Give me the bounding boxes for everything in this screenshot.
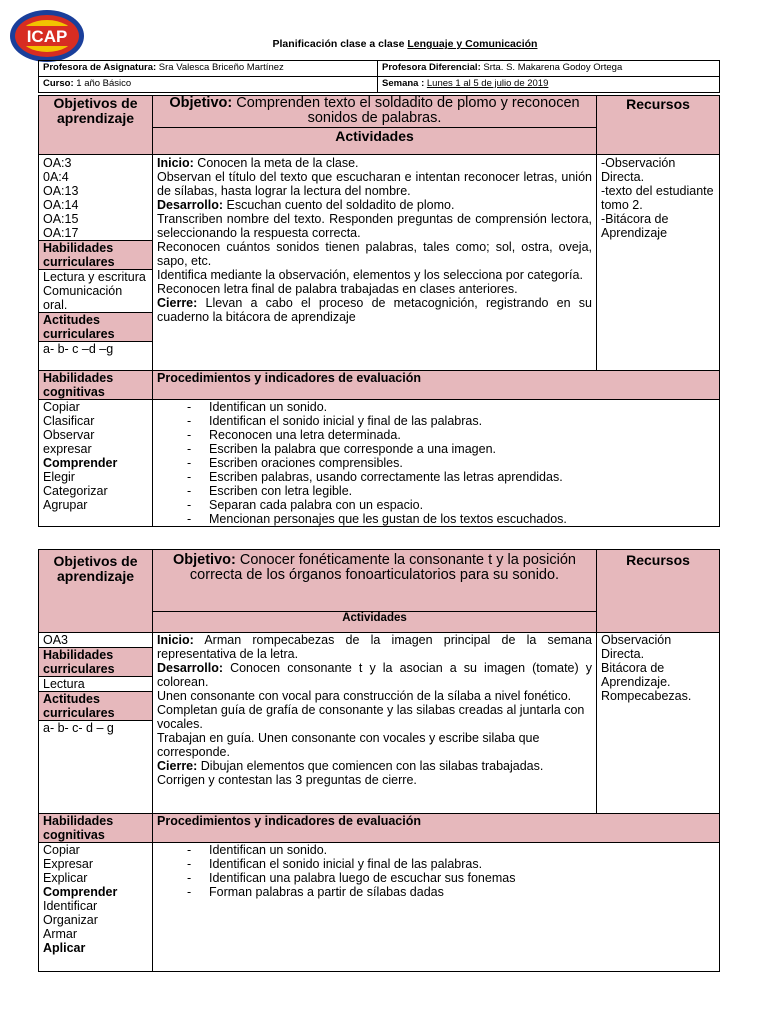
habilidades-list: Lectura [43, 677, 85, 691]
cog-label: Habilidades cognitivas [43, 814, 114, 842]
lesson-block-1 [38, 95, 720, 527]
cog-skills-list: Copiar Clasificar Observar expresar Comprender Elegir Categorizar Agrupar [43, 400, 118, 512]
indicators-list: - Identifican un sonido. - Identifican el sonido inicial y final de las palabras. - Identifican una palabra luego de escuchar sus fonemas - Forman palabras a partir de sílabas dadas [157, 843, 715, 899]
proc-label: Procedimientos y indicadores de evaluación [157, 371, 421, 385]
habilidades-label: Habilidades curriculares [39, 240, 152, 270]
actitudes-value: a- b- c- d – g [43, 721, 114, 735]
indicators-list: - Identifican un sonido. - Identifican el sonido inicial y final de las palabras. - Reconocen una letra determinada. - Escriben la palabra que corresponde a una imagen. - Escriben oraciones comprensibles. - Escriben palabras, usando correctamente las letras aprendidas. - Escriben con letra legible. - Separan cada palabra con un espacio. - Mencionan personajes que les gustan de los textos escuchados. [157, 400, 715, 526]
document-title: Planificación clase a clase Lenguaje y Comunicación [272, 38, 538, 50]
resources-header: Recursos [626, 552, 690, 568]
actitudes-value: a- b- c –d –g [43, 342, 114, 356]
habilidades-label: Habilidades curriculares [39, 647, 152, 677]
actitudes-label: Actitudes curriculares [39, 312, 152, 342]
habilidades-list: Lectura y escritura Comunicación oral. [43, 270, 146, 312]
oa-list: OA3 [43, 633, 69, 647]
course-cell: Curso: 1 año Básico [39, 77, 378, 93]
activities-text: Inicio: Conocen la meta de la clase. Observan el título del texto que escucharan e intentan reconocer letras, unión de sílabas, hasta lograr la lectura del nombre. Desarrollo: Escuchan cuento del soldadito de plomo. Transcriben nombre del texto. Responden preguntas de comprensión lectora, seleccionando la respuesta correcta. Reconocen cuántos sonidos tienen palabras, tales como; sol, ostra, oveja, sapo, etc. Identifica mediante la observación, elementos y los selecciona por categoría. Reconocen letra final de palabra trabajadas en clases anteriores. Cierre: Llevan a cabo el proceso de metacognición, registrando en su cuaderno la bitácora de aprendizaje [157, 156, 592, 324]
logo-text: ICAP [26, 27, 68, 46]
activities-header: Actividades [342, 612, 407, 624]
header-table [38, 60, 720, 93]
objectives-header: Objetivos de aprendizaje [53, 95, 138, 126]
actitudes-label: Actitudes curriculares [39, 691, 152, 721]
activities-header: Actividades [335, 128, 414, 144]
objective-text: Objetivo: Conocer fonéticamente la consonante t y la posición correcta de los órganos fonoarticulatorios para su sonido. [173, 552, 576, 583]
resources-list: Observación Directa. Bitácora de Aprendizaje. Rompecabezas. [601, 633, 692, 703]
diff-teacher-cell: Profesora Diferencial: Srta. S. Makarena Godoy Ortega [378, 61, 720, 77]
proc-label: Procedimientos y indicadores de evaluación [157, 814, 421, 828]
resources-header: Recursos [626, 96, 690, 112]
cog-skills-list: Copiar Expresar Explicar Comprender Identificar Organizar Armar Aplicar [43, 843, 118, 955]
activities-text: Inicio: Arman rompecabezas de la imagen principal de la semana representativa de la letra. Desarrollo: Conocen consonante t y la asocian a su imagen (tomate) y colorean. Unen consonante con vocal para construcción de la sílaba a nivel fonético. Completan guía de grafía de consonante y las silabas creadas al juntarla con vocales. Trabajan en guía. Unen consonante con vocales y escribe silaba que corresponde. Cierre: Dibujan elementos que comiencen con las silabas trabajadas. Corrigen y contestan las 3 preguntas de cierre. [157, 633, 592, 787]
objectives-header: Objetivos de aprendizaje [53, 553, 138, 584]
oa-list: OA:3 0A:4 OA:13 OA:14 OA:15 OA:17 [43, 156, 79, 240]
school-logo [8, 8, 86, 64]
objective-text: Objetivo: Comprenden texto el soldadito de plomo y reconocen sonidos de palabras. [169, 95, 580, 126]
lesson-block-2 [38, 549, 720, 972]
cog-label: Habilidades cognitivas [43, 371, 114, 399]
teacher-cell: Profesora de Asignatura: Sra Valesca Briceño Martínez [39, 61, 378, 77]
week-cell: Semana : Lunes 1 al 5 de julio de 2019 [378, 77, 720, 93]
resources-list: -Observación Directa. -texto del estudiante tomo 2. -Bitácora de Aprendizaje [601, 156, 714, 240]
